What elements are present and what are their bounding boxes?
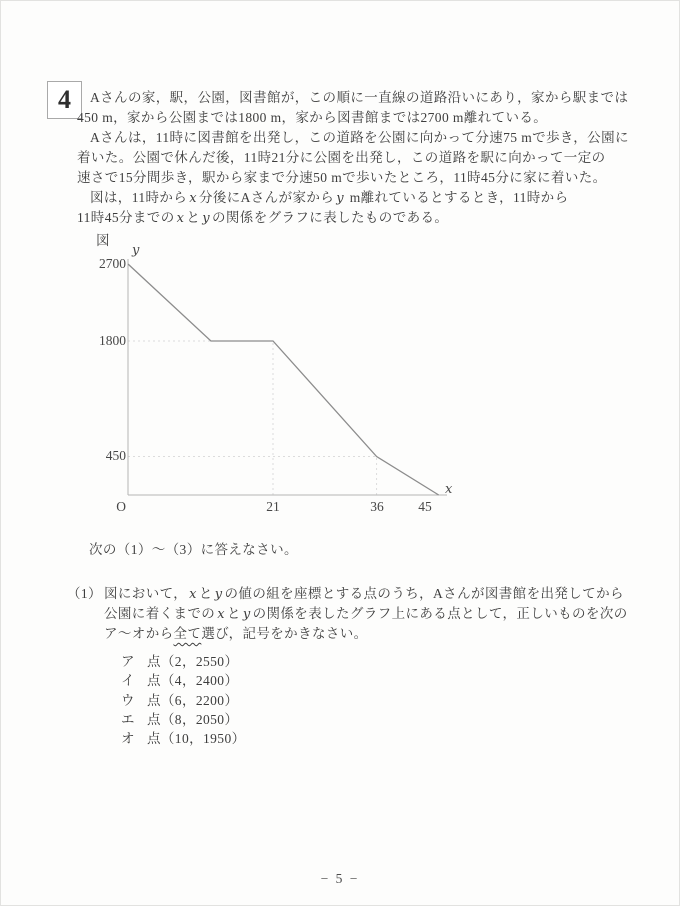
question-text: の値の組を座標とする点のうち，Aさんが図書館を出発してから bbox=[224, 586, 624, 601]
question-text: 公園に着くまでの bbox=[104, 606, 216, 621]
question-text bbox=[104, 584, 624, 604]
emphasized-text: 全て bbox=[173, 626, 202, 641]
question-text: と bbox=[226, 606, 241, 621]
option-kana: イ bbox=[121, 673, 135, 689]
option-text: 点（10，1950） bbox=[147, 731, 246, 747]
origin-label: O bbox=[116, 499, 126, 514]
question-1 bbox=[67, 584, 627, 644]
question-1-number: （1） bbox=[67, 586, 102, 601]
math-var-x: x bbox=[189, 587, 197, 602]
statement-line bbox=[77, 188, 617, 208]
question-text: ア～オから bbox=[104, 626, 174, 641]
math-var-y: y bbox=[202, 211, 210, 226]
statement-line: 450 m，家から公園までは1800 m，家から図書館までは2700 m離れている。 bbox=[77, 110, 548, 125]
problem-number: 4 bbox=[58, 85, 71, 114]
option-kana: オ bbox=[121, 731, 135, 747]
option-text: 点（4，2400） bbox=[147, 673, 239, 689]
statement-text: 図は，11時から bbox=[90, 190, 188, 205]
statement-text: 11時45分までの bbox=[77, 210, 175, 225]
y-tick-2700: 2700 bbox=[99, 256, 126, 271]
statement-line bbox=[77, 208, 617, 228]
math-var-y: y bbox=[242, 607, 251, 622]
question-text: 選び，記号をかきなさい。 bbox=[201, 626, 368, 641]
option-a bbox=[121, 652, 246, 671]
option-o bbox=[121, 729, 246, 748]
question-1-line bbox=[67, 624, 627, 644]
statement-text: m離れているとするとき，11時から bbox=[345, 190, 569, 205]
x-tick-45: 45 bbox=[418, 499, 432, 514]
math-var-x: x bbox=[176, 211, 185, 226]
option-kana: エ bbox=[121, 711, 135, 727]
y-tick-1800: 1800 bbox=[99, 333, 126, 348]
question-text: 図において， bbox=[104, 586, 188, 601]
statement-text: 分後にAさんが家から bbox=[198, 190, 335, 205]
x-tick-21: 21 bbox=[266, 499, 280, 514]
math-var-x: x bbox=[189, 191, 197, 206]
option-text: 点（6，2200） bbox=[147, 692, 239, 708]
graph-guides bbox=[128, 341, 377, 495]
option-u bbox=[121, 691, 246, 710]
statement-line: 速さで15分間歩き，駅から家まで分速50 mで歩いたところ，11時45分に家に着いた。 bbox=[77, 170, 607, 185]
page-number: − 5 − bbox=[320, 871, 360, 886]
statement-line: Aさんは，11時に図書館を出発し，この道路を公園に向かって分速75 mで歩き，公園に bbox=[90, 130, 629, 145]
answer-instruction: 次の（1）～（3）に答えなさい。 bbox=[89, 542, 298, 557]
math-var-y: y bbox=[214, 587, 223, 602]
option-list bbox=[121, 652, 246, 748]
math-var-x: x bbox=[217, 607, 225, 622]
option-i bbox=[121, 671, 246, 690]
option-text: 点（2，2550） bbox=[147, 654, 239, 669]
figure-graph bbox=[79, 239, 471, 525]
x-tick-36: 36 bbox=[370, 499, 384, 514]
statement-line: 着いた。公園で休んだ後，11時21分に公園を出発し，この道路を駅に向かって一定の bbox=[77, 150, 606, 165]
question-text: と bbox=[198, 586, 213, 601]
question-1-line bbox=[67, 584, 627, 604]
y-axis-label: y bbox=[132, 243, 140, 258]
graph-line bbox=[128, 264, 439, 495]
option-e bbox=[121, 710, 246, 729]
question-1-line bbox=[67, 604, 627, 624]
math-var-y: y bbox=[336, 191, 344, 206]
problem-statement bbox=[77, 88, 629, 228]
option-text: 点（8，2050） bbox=[147, 711, 239, 727]
graph-canvas bbox=[79, 239, 471, 525]
statement-text: の関係をグラフに表したものである。 bbox=[212, 210, 449, 225]
option-kana: ア bbox=[121, 654, 135, 669]
x-axis-label: x bbox=[445, 482, 453, 497]
statement-text: と bbox=[186, 210, 201, 225]
statement-line: Aさんの家，駅，公園，図書館が，この順に一直線の道路沿いにあり，家から駅までは bbox=[90, 90, 629, 105]
option-kana: ウ bbox=[121, 692, 135, 708]
y-tick-450: 450 bbox=[105, 448, 126, 463]
figure-title: 図 bbox=[96, 233, 110, 248]
question-text: の関係を表したグラフ上にある点として，正しいものを次の bbox=[252, 606, 628, 621]
